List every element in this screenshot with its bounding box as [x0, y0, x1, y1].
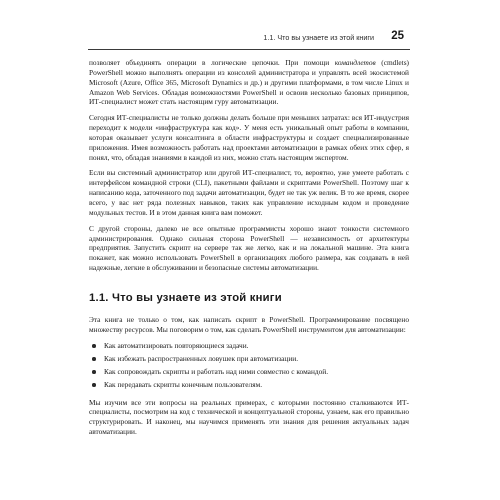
- bullet-item: [89, 341, 409, 351]
- page-body: [89, 58, 409, 443]
- paragraph-4: С другой стороны, далеко не все опытные программисты хорошо знают тонкости системного администрирования. Однако сильная сторона PowerShell — независимость от архитектуры предприятия. Запустить скрипт на сервере так же легко, как и на локальной машине. Эта книга покажет, как можно использовать PowerShell в организациях любого размера, как создавать в ней надежные, легкие в обслуживании и безопасные системы автоматизации.: [89, 223, 409, 273]
- bullet-text: Как передавать скрипты конечным пользователям.: [104, 379, 263, 389]
- paragraph-3: Если вы системный администратор или другой ИТ-специалист, то, вероятно, уже умеете работать с интерфейсом командной строки (CLI), пакетными файлами и скриптами PowerShell. Поэтому шаг к написанию кода, заточенного под задачи автоматизации, будет не так уж велик. В то же время, скорее всего, у вас нет ряда полезных навыков, таких как управление исходным кодом и проведение модульных тестов. И в этом данная книга вам поможет.: [89, 168, 409, 217]
- paragraph-1-start: позволяет объединять операции в логические цепочки. При помощи: [89, 58, 335, 67]
- paragraph-2: Сегодня ИТ-специалисты не только должны делать больше при меньших затратах: вся ИТ-индустрия переходит к модели «инфраструктура как код». У меня есть уникальный опыт работы в компании, которая оказывает услуги консалтинга в области инфраструктуры и создает специализированные приложения. Имея возможность работать над проектами автоматизации в рамках обеих этих сфер, я понял, что, обладая знаниями в каждой из них, можно стать настоящим экспертом.: [89, 113, 409, 162]
- section-heading: 1.1. Что вы узнаете из этой книги: [89, 291, 282, 304]
- page-number: 25: [391, 30, 404, 42]
- closing-paragraph: Мы изучим все эти вопросы на реальных примерах, с которыми постоянно сталкиваются ИТ-специалисты, посмотрим на код с технической и концептуальной стороны, узнаем, как его правильно структурировать. И наконец, мы научимся применять эти знания для решения актуальных задач автоматизации.: [89, 397, 409, 437]
- running-title: 1.1. Что вы узнаете из этой книги: [263, 33, 374, 42]
- bullet-item: [89, 367, 409, 377]
- bullet-icon: [92, 370, 96, 374]
- bullet-icon: [92, 383, 96, 387]
- bullet-icon: [92, 357, 96, 361]
- paragraph-1: [89, 58, 409, 107]
- bullet-item: [89, 380, 409, 390]
- bullet-text: Как сопровождать скрипты и работать над ними совместно с командой.: [104, 366, 329, 376]
- paragraph-1-emphasis: командлетов: [334, 58, 376, 67]
- paragraph-1-rest: (cmdlets) PowerShell можно выполнять операции из консолей администратора и управлять всей экосистемой Microsoft (Azure, Office 365, Microsoft Dynamics и др.) и другими платформами, в том числе Linux и Amazon Web Services. Обладая возможностями PowerShell и освоив несколько базовых принципов, ИТ-специалист может стать настоящим гуру автоматизации.: [89, 58, 409, 107]
- bullet-icon: [92, 344, 96, 348]
- section-intro: Эта книга не только о том, как написать скрипт в PowerShell. Программирование посвящено множеству ресурсов. Мы поговорим о том, как сделать PowerShell инструментом для автоматизации:: [89, 314, 409, 334]
- bullet-text: Как избежать распространенных ловушек при автоматизации.: [104, 353, 299, 363]
- running-head: [0, 31, 500, 47]
- bullet-text: Как автоматизировать повторяющиеся задачи.: [104, 340, 249, 350]
- header-rule: [88, 49, 410, 50]
- bullet-item: [89, 354, 409, 364]
- bullet-list: [89, 341, 409, 390]
